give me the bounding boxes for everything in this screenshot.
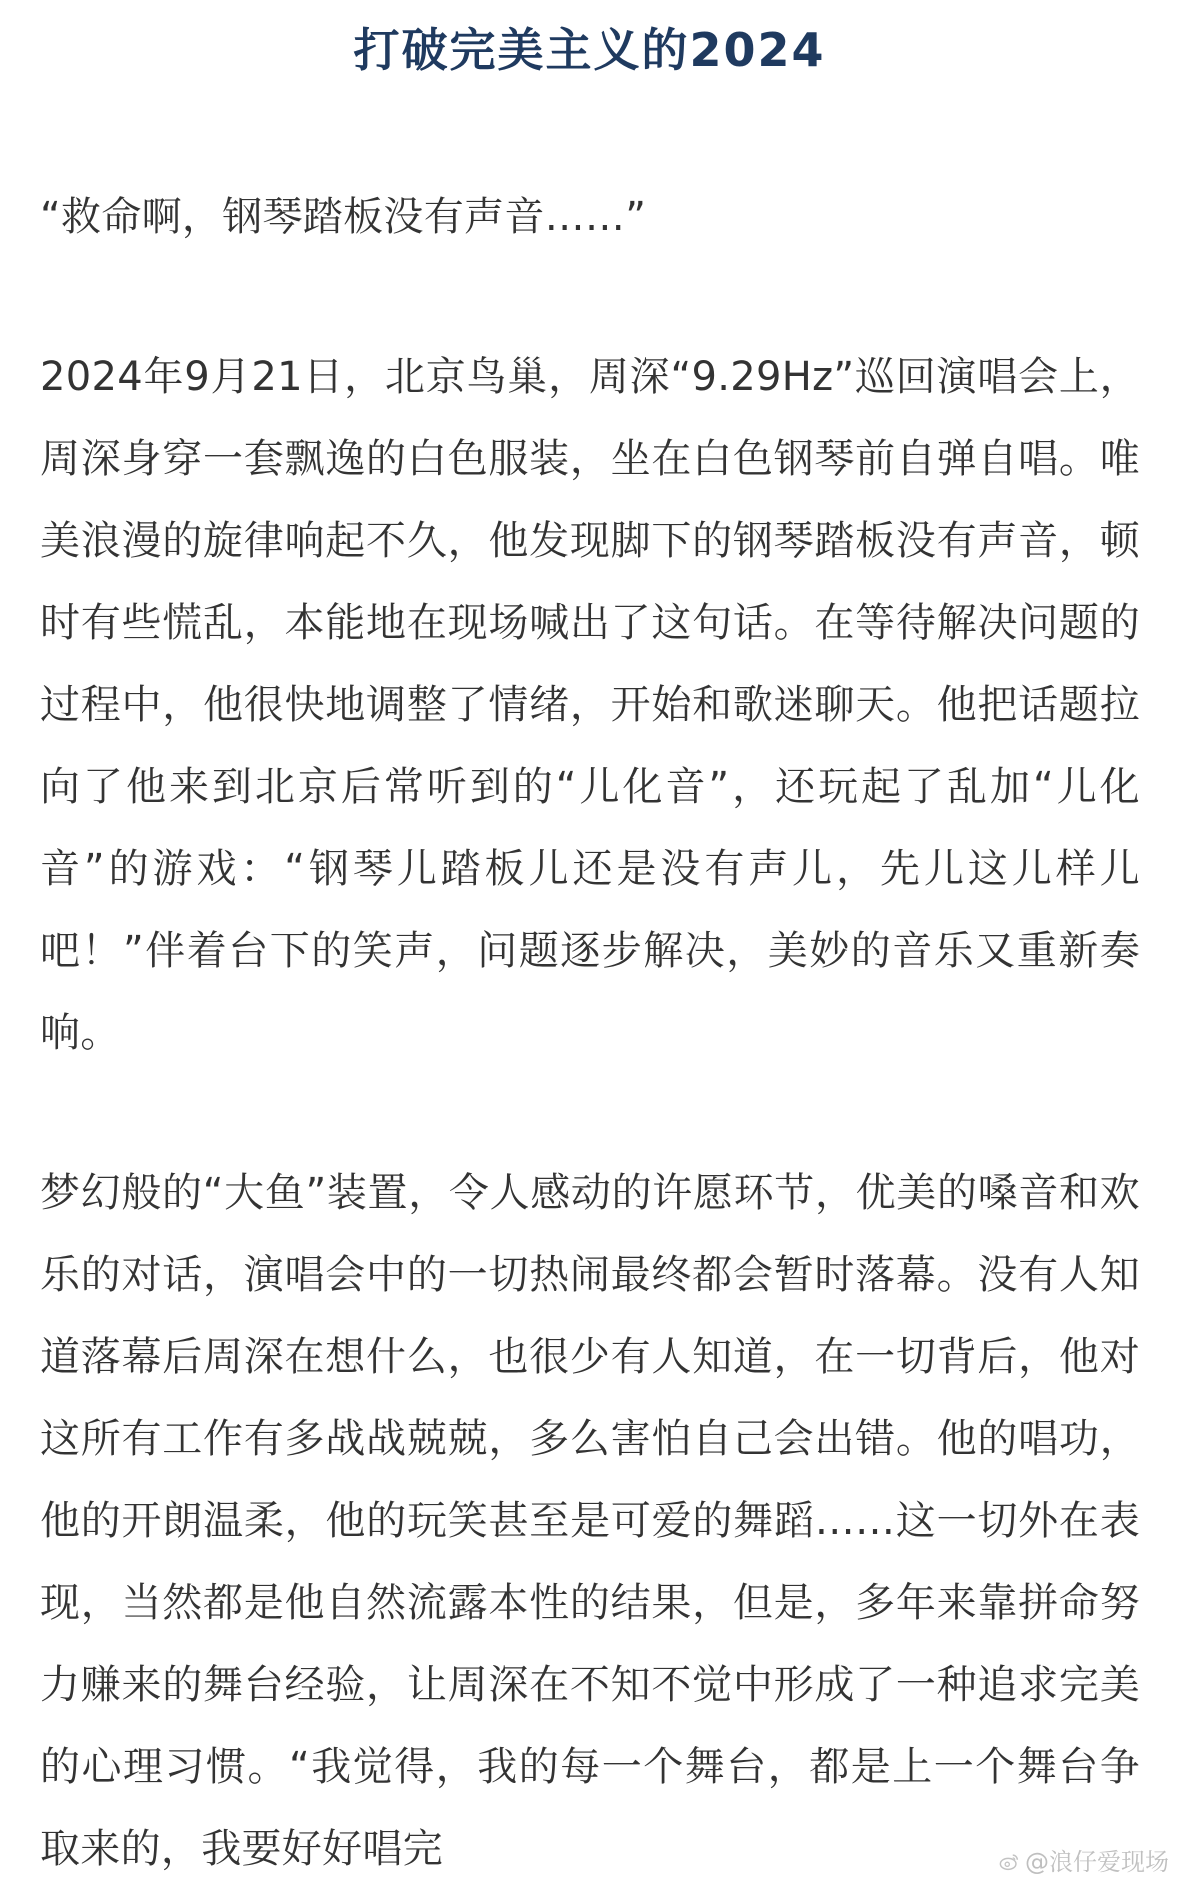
weibo-watermark xyxy=(999,1847,1169,1877)
watermark-text: @浪仔爱现场 xyxy=(1025,1848,1169,1876)
paragraph-concert-story: 2024年9月21日，北京鸟巢，周深“9.29Hz”巡回演唱会上，周深身穿一套飘逸的白色服装，坐在白色钢琴前自弹自唱。唯美浪漫的旋律响起不久，他发现脚下的钢琴踏板没有声音，顿时有些慌乱，本能地在现场喊出了这句话。在等待解决问题的过程中，他很快地调整了情绪，开始和歌迷聊天。他把话题拉向了他来到北京后常听到的“儿化音”，还玩起了乱加“儿化音”的游戏：“钢琴儿踏板儿还是没有声儿，先儿这儿样儿吧！”伴着台下的笑声，问题逐步解决，美妙的音乐又重新奏响。 xyxy=(40,354,1140,1056)
article-title: 打破完美主义的2024 xyxy=(353,23,826,77)
paragraph-quote: “救命啊，钢琴踏板没有声音……” xyxy=(40,194,647,240)
weibo-icon xyxy=(999,1851,1021,1873)
paragraph-perfectionism: 梦幻般的“大鱼”装置，令人感动的许愿环节，优美的嗓音和欢乐的对话，演唱会中的一切热闹最终都会暂时落幕。没有人知道落幕后周深在想什么，也很少有人知道，在一切背后，他对这所有工作有多战战兢兢，多么害怕自己会出错。他的唱功，他的开朗温柔，他的玩笑甚至是可爱的舞蹈……这一切外在表现，当然都是他自然流露本性的结果，但是，多年来靠拼命努力赚来的舞台经验，让周深在不知不觉中形成了一种追求完美的心理习惯。“我觉得，我的每一个舞台，都是上一个舞台争取来的，我要好好唱完 xyxy=(40,1170,1140,1872)
